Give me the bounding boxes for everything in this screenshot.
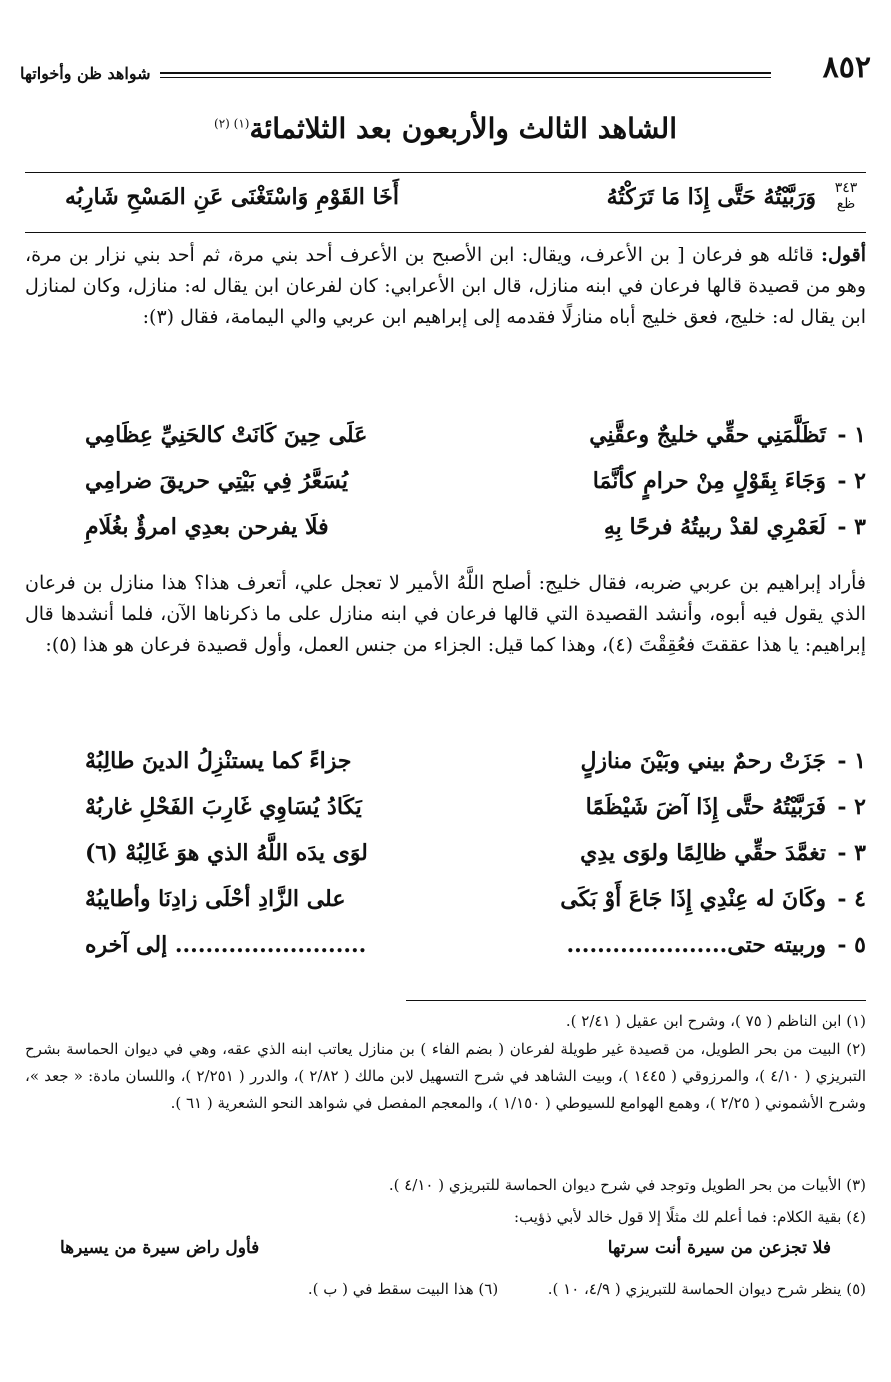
verse-number-value: ٣٤٣ <box>834 180 858 196</box>
verse-second-hemistich: فلَا يفرحن بعدِي امرؤٌ بغُلَامِ <box>85 514 329 540</box>
verse-index: ٥ - <box>837 932 866 958</box>
verse-second-hemistich: لوَى يدَه اللَّهُ الذي هوَ غَالِبُهْ (٦) <box>85 840 368 866</box>
page-number: ٨٥٢ <box>822 50 871 85</box>
footnote-verse-second-hemistich: فأول راض سيرة من يسيرها <box>60 1238 260 1258</box>
footnote: (٣) الأبيات من بحر الطويل وتوجد في شرح ديوان الحماسة للتبريزي ( ٤/١٠ ). <box>388 1176 866 1194</box>
verse-second-hemistich: يَكَادُ يُسَاوِي غَارِبَ الفَحْلِ غاربُهْ <box>85 794 362 820</box>
section-title <box>0 112 891 145</box>
verse-second-hemistich: على الزَّادِ أحْلَى زادِنَا وأطايبُهْ <box>85 886 346 912</box>
verse-first-hemistich: تَظَلَّمَنِي حقِّي خليجٌ وعقَّنِي <box>589 422 826 448</box>
verse-index: ٣ - <box>837 840 866 866</box>
chapter-title: شواهد ظن وأخواتها <box>20 64 151 83</box>
main-verse <box>25 180 866 224</box>
verse-first-hemistich: وربيته حتى..................... <box>566 932 826 958</box>
verse-first-hemistich: جَزَتْ رحمٌ بيني وبَيْنَ منازلٍ <box>580 748 826 774</box>
header-rule <box>160 72 771 74</box>
section-title-text: الشاهد الثالث والأربعون بعد الثلاثمائة <box>249 112 677 145</box>
header-rule-thin <box>160 77 771 78</box>
top-rule <box>25 172 866 173</box>
commentary-text: فأراد إبراهيم بن عربي ضربه، فقال خليج: أصلح اللَّهُ الأمير لا تعجل علي، أتعرف هذا؟ هذا منازل بن فرعان الذي يقول فيه أبوه، وأنشد القصيدة التي قالها فرعان في ابنه منازل على ما ذكرناها الآن، فلما أنشدها قال إبراهيم: يا هذا عققتَ فعُقِقْتَ (٤)، وهذا كما قيل: الجزاء من جنس العمل، وأول قصيدة فرعان هو هذا (٥): <box>25 572 866 656</box>
verse-first-hemistich: وكَانَ له عِنْدِي إِذَا جَاعَ أَوْ بَكَى <box>560 886 826 912</box>
commentary-paragraph-2 <box>25 568 866 661</box>
footnote-verse-first-hemistich: فلا تجزعن من سيرة أنت سرتها <box>607 1238 831 1258</box>
poem-verse <box>25 794 866 830</box>
main-verse-second-hemistich: أَخَا القَوْمِ وَاسْتَغْنَى عَنِ المَسْحِ شَارِبُه <box>65 184 399 210</box>
main-verse-first-hemistich: وَرَبَّيْتُهُ حَتَّى إِذَا مَا تَرَكْتُهُ <box>606 184 816 210</box>
verse-index: ٢ - <box>837 794 866 820</box>
poem-verse <box>25 468 866 504</box>
verse-second-hemistich: يُسَعَّرُ فِي بَيْتِي حريقَ ضرامِي <box>85 468 348 494</box>
verse-second-hemistich: جزاءً كما يستنْزِلُ الدينَ طالِبُهْ <box>85 748 352 774</box>
footnote: (٥) ينظر شرح ديوان الحماسة للتبريزي ( ٤/٩، ١٠ ). <box>547 1280 866 1298</box>
commentary-lead: أقول: <box>821 244 866 266</box>
verse-first-hemistich: وَجَاءَ بِقَوْلٍ مِنْ حرامٍ كأنَّمَا <box>592 468 826 494</box>
poem-verse <box>25 748 866 784</box>
footnote-verse <box>60 1238 831 1264</box>
poem-verse <box>25 422 866 458</box>
verse-index: ٤ - <box>837 886 866 912</box>
verse-first-hemistich: لَعَمْرِي لقدْ ربيتُهُ فرحًا بِهِ <box>603 514 826 540</box>
footnote: (٤) بقية الكلام: فما أعلم لك مثلًا إلا قول خالد لأبي ذؤيب: <box>513 1208 866 1226</box>
commentary-text: قائله هو فرعان [ بن الأعرف، ويقال: ابن الأصبح بن الأعرف أحد بني مرة، ثم أحد بني نزار بن مرة، وهو من قصيدة قالها فرعان في ابنه منازل، قال ابن الأعرابي: كان لفرعان ابن يقال له: منازل، وكان لمنازل ابن يقال له: خليج، فعق خليج أباه منازلًا فقدمه إلى إبراهيم ابن عربي والي اليمامة، فقال (٣): <box>25 244 866 328</box>
verse-mark: ظع <box>836 196 856 212</box>
verse-index: ٢ - <box>837 468 866 494</box>
footnote: (٢) البيت من بحر الطويل، من قصيدة غير طويلة لفرعان ( بضم الفاء ) بن منازل يعاتب ابنه الذي عقه، وهي في ديوان الحماسة بشرح التبريزي ( ٤/١٠ )، والمرزوقي ( ١٤٤٥ )، وبيت الشاهد في شرح التسهيل لابن مالك ( ٢/٨٢ )، والدرر ( ٢/٢٥١ )، واللسان مادة: « جعد »، وشرح الأشموني ( ٢/٢٥ )، وهمع الهوامع للسيوطي ( ١/١٥٠ )، والمعجم المفصل في شواهد النحو الشعرية ( ٦١ ). <box>25 1040 867 1112</box>
poem-verse <box>25 840 866 876</box>
verse-second-hemistich: عَلَى حِينَ كَانَتْ كالحَنِيِّ عِظَامِي <box>85 422 368 448</box>
verse-rule <box>25 232 866 233</box>
commentary-paragraph-1 <box>25 240 866 333</box>
verse-number <box>826 180 866 212</box>
footnote-rule <box>406 1000 866 1001</box>
footnote: (١) ابن الناظم ( ٧٥ )، وشرح ابن عقيل ( ٢/٤١ ). <box>565 1012 866 1030</box>
running-header <box>20 50 871 90</box>
footnote: (٦) هذا البيت سقط في ( ب ). <box>307 1280 499 1298</box>
poem-verse <box>25 932 866 968</box>
poem-verse <box>25 514 866 550</box>
verse-first-hemistich: تغمَّدَ حقِّي ظالِمًا ولوَى يدِي <box>580 840 826 866</box>
verse-index: ١ - <box>837 748 866 774</box>
poem-verse <box>25 886 866 922</box>
verse-first-hemistich: فَرَبَّيْتُهُ حتَّى إِذَا آضَ شَيْظَمًا <box>585 794 826 820</box>
title-footnote-ref: (١) (٢) <box>214 116 250 131</box>
footnote-last-line <box>25 1276 866 1303</box>
verse-index: ١ - <box>837 422 866 448</box>
verse-second-hemistich: ......................... إلى آخره <box>85 932 367 958</box>
verse-index: ٣ - <box>837 514 866 540</box>
